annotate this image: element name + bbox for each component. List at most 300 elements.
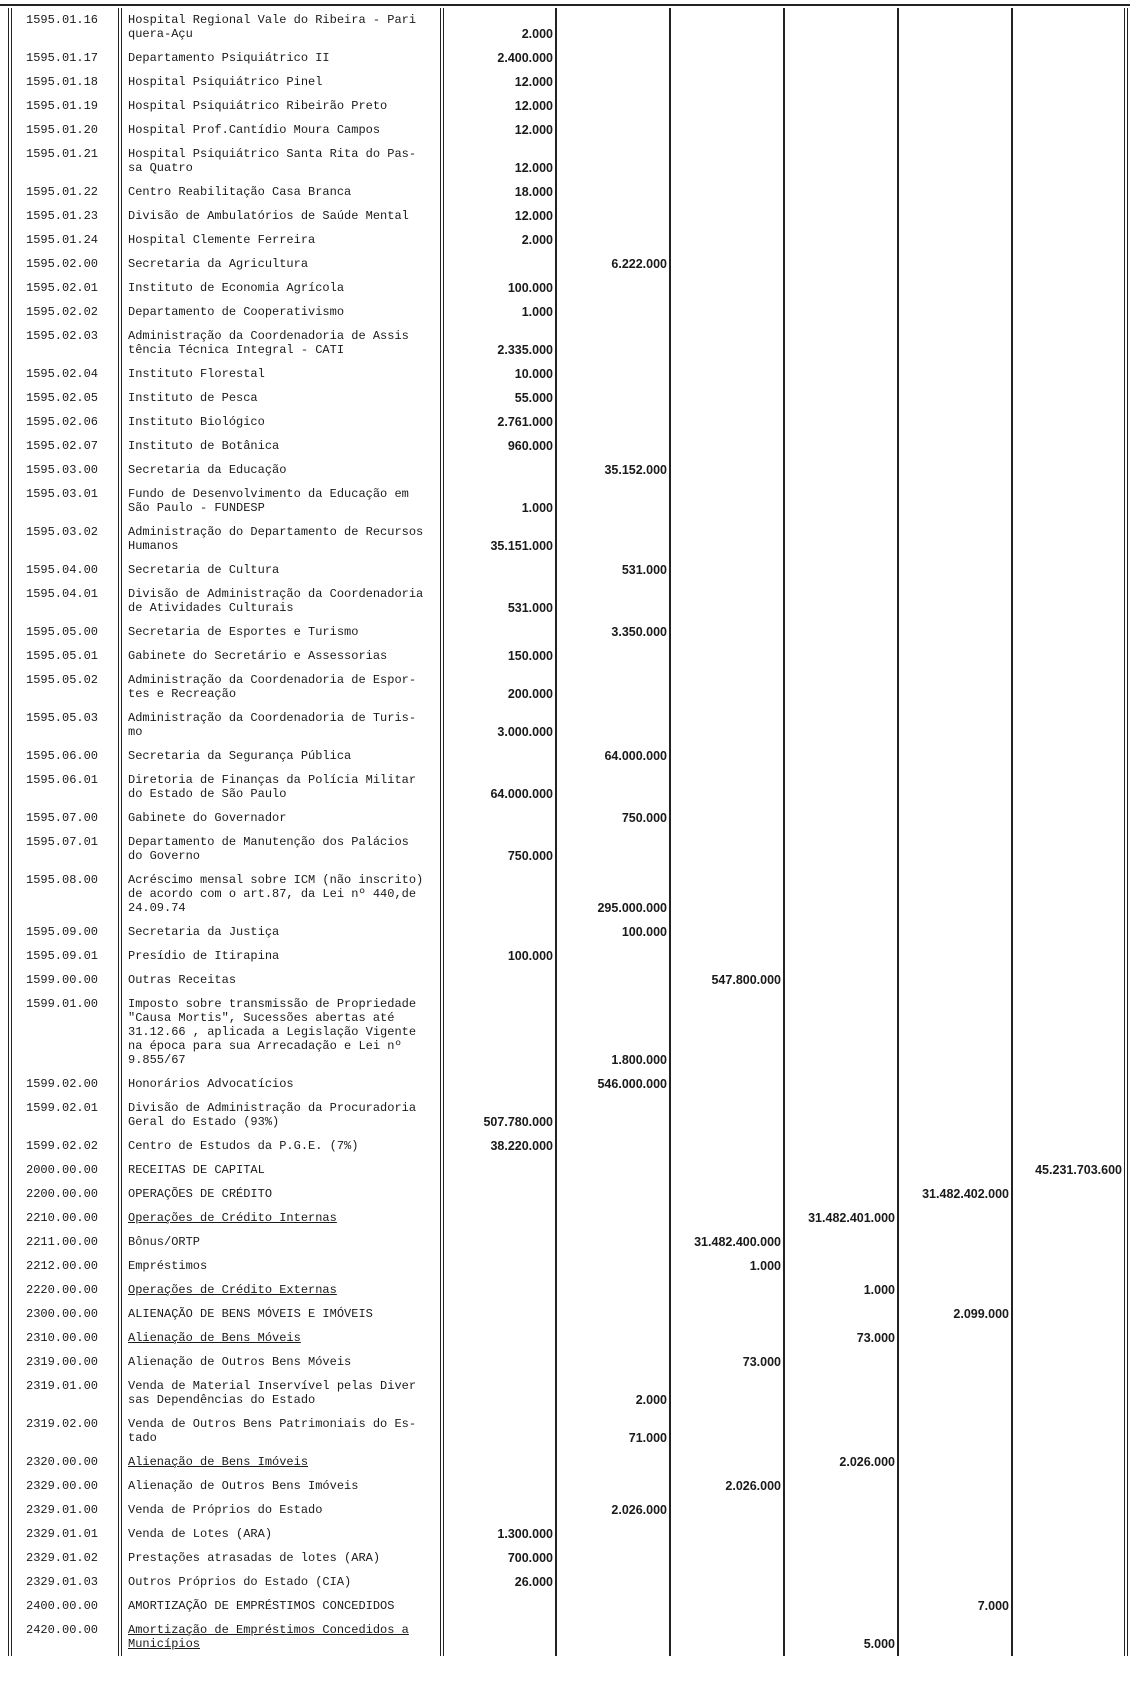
amount-cell-col-4 [784, 1474, 898, 1498]
account-description [120, 968, 442, 992]
description-text: Operações de Crédito Internas [128, 1211, 337, 1225]
amount-cell-col-6 [1012, 94, 1126, 118]
account-description [120, 300, 442, 324]
amount-cell-col-3 [670, 920, 784, 944]
amount-cell-col-5 [898, 992, 1012, 1072]
amount-cell-col-5 [898, 46, 1012, 70]
account-code: 1595.05.00 [10, 620, 120, 644]
amount-cell-col-5 [898, 1326, 1012, 1350]
account-description [120, 1206, 442, 1230]
amount-cell-col-4 [784, 582, 898, 620]
amount-cell-col-5 [898, 94, 1012, 118]
description-text: Secretaria de Esportes e Turismo [128, 625, 359, 639]
table-row [10, 46, 1126, 70]
description-text: Bônus/ORTP [128, 1235, 201, 1249]
account-description [120, 8, 442, 46]
account-code: 1599.02.00 [10, 1072, 120, 1096]
account-code: 2319.01.00 [10, 1374, 120, 1412]
amount-cell-col-3 [670, 228, 784, 252]
amount-cell-col-5 [898, 362, 1012, 386]
top-rule [0, 4, 1130, 6]
account-description [120, 1182, 442, 1206]
amount-cell-col-5 [898, 276, 1012, 300]
amount-cell-col-4 [784, 706, 898, 744]
amount-cell-col-2: 2.026.000 [556, 1498, 670, 1522]
description-text: Divisão de Ambulatórios de Saúde Mental [128, 209, 409, 223]
amount-cell-col-2 [556, 300, 670, 324]
amount-cell-col-2 [556, 1618, 670, 1656]
amount-cell-col-5 [898, 1474, 1012, 1498]
amount-cell-col-3 [670, 1374, 784, 1412]
amount-cell-col-4: 5.000 [784, 1618, 898, 1656]
amount-cell-col-5 [898, 410, 1012, 434]
amount-cell-col-3 [670, 1498, 784, 1522]
table-row [10, 806, 1126, 830]
table-row [10, 830, 1126, 868]
amount-cell-col-1 [442, 458, 556, 482]
amount-cell-col-4 [784, 1230, 898, 1254]
amount-cell-col-6 [1012, 324, 1126, 362]
amount-cell-col-2: 35.152.000 [556, 458, 670, 482]
description-text: Secretaria da Educação [128, 463, 287, 477]
amount-cell-col-2 [556, 830, 670, 868]
amount-cell-col-5 [898, 920, 1012, 944]
account-description [120, 142, 442, 180]
amount-cell-col-5 [898, 1350, 1012, 1374]
amount-cell-col-4 [784, 1522, 898, 1546]
amount-cell-col-1 [442, 920, 556, 944]
amount-cell-col-3 [670, 46, 784, 70]
amount-cell-col-1 [442, 1230, 556, 1254]
table-row [10, 1302, 1126, 1326]
account-code: 1595.06.01 [10, 768, 120, 806]
account-description [120, 1254, 442, 1278]
account-description [120, 362, 442, 386]
description-text: Hospital Prof.Cantídio Moura Campos [128, 123, 381, 137]
amount-cell-col-1: 2.761.000 [442, 410, 556, 434]
account-code: 1595.06.00 [10, 744, 120, 768]
account-description [120, 324, 442, 362]
amount-cell-col-6 [1012, 744, 1126, 768]
account-code: 1595.01.18 [10, 70, 120, 94]
amount-cell-col-5 [898, 1278, 1012, 1302]
amount-cell-col-5 [898, 1546, 1012, 1570]
amount-cell-col-6 [1012, 482, 1126, 520]
description-text: Alienação de Outros Bens Móveis [128, 1355, 352, 1369]
amount-cell-col-4 [784, 1302, 898, 1326]
amount-cell-col-1 [442, 744, 556, 768]
amount-cell-col-1 [442, 1450, 556, 1474]
amount-cell-col-3 [670, 582, 784, 620]
amount-cell-col-4 [784, 94, 898, 118]
amount-cell-col-5 [898, 1570, 1012, 1594]
amount-cell-col-3 [670, 8, 784, 46]
amount-cell-col-2: 3.350.000 [556, 620, 670, 644]
amount-cell-col-1 [442, 1278, 556, 1302]
description-text: Instituto de Economia Agrícola [128, 281, 345, 295]
amount-cell-col-3: 2.026.000 [670, 1474, 784, 1498]
amount-cell-col-1: 960.000 [442, 434, 556, 458]
description-text: Instituto de Pesca [128, 391, 258, 405]
account-code: 1595.05.01 [10, 644, 120, 668]
amount-cell-col-1 [442, 806, 556, 830]
amount-cell-col-1 [442, 1498, 556, 1522]
amount-cell-col-6 [1012, 644, 1126, 668]
amount-cell-col-3 [670, 1182, 784, 1206]
amount-cell-col-5 [898, 1412, 1012, 1450]
account-code: 1595.02.02 [10, 300, 120, 324]
account-description [120, 1594, 442, 1618]
amount-cell-col-1: 12.000 [442, 70, 556, 94]
amount-cell-col-1 [442, 868, 556, 920]
amount-cell-col-2 [556, 362, 670, 386]
account-code: 2329.01.01 [10, 1522, 120, 1546]
account-code: 1595.01.17 [10, 46, 120, 70]
table-row [10, 1522, 1126, 1546]
amount-cell-col-4 [784, 204, 898, 228]
table-row [10, 1594, 1126, 1618]
amount-cell-col-3 [670, 300, 784, 324]
account-code: 1595.02.06 [10, 410, 120, 434]
amount-cell-col-3 [670, 1618, 784, 1656]
amount-cell-col-3 [670, 944, 784, 968]
account-description [120, 1326, 442, 1350]
amount-cell-col-1: 35.151.000 [442, 520, 556, 558]
amount-cell-col-6 [1012, 1594, 1126, 1618]
amount-cell-col-3: 73.000 [670, 1350, 784, 1374]
amount-cell-col-1: 38.220.000 [442, 1134, 556, 1158]
amount-cell-col-5 [898, 204, 1012, 228]
description-text: Empréstimos [128, 1259, 208, 1273]
account-code: 2329.01.03 [10, 1570, 120, 1594]
amount-cell-col-2 [556, 944, 670, 968]
description-text: Secretaria da Agricultura [128, 257, 309, 271]
account-code: 1595.09.00 [10, 920, 120, 944]
amount-cell-col-3 [670, 204, 784, 228]
amount-cell-col-3 [670, 1134, 784, 1158]
account-code: 2310.00.00 [10, 1326, 120, 1350]
amount-cell-col-5 [898, 1134, 1012, 1158]
amount-cell-col-2 [556, 1134, 670, 1158]
table-row [10, 1498, 1126, 1522]
account-code: 1595.04.00 [10, 558, 120, 582]
amount-cell-col-2 [556, 142, 670, 180]
amount-cell-col-4 [784, 620, 898, 644]
amount-cell-col-1 [442, 1412, 556, 1450]
amount-cell-col-1: 26.000 [442, 1570, 556, 1594]
amount-cell-col-1: 100.000 [442, 944, 556, 968]
amount-cell-col-2 [556, 1230, 670, 1254]
amount-cell-col-3 [670, 1412, 784, 1450]
account-description [120, 204, 442, 228]
amount-cell-col-4 [784, 458, 898, 482]
amount-cell-col-2 [556, 8, 670, 46]
account-code: 1595.02.01 [10, 276, 120, 300]
amount-cell-col-4 [784, 1594, 898, 1618]
amount-cell-col-4 [784, 180, 898, 204]
amount-cell-col-1: 18.000 [442, 180, 556, 204]
amount-cell-col-4 [784, 8, 898, 46]
amount-cell-col-2: 750.000 [556, 806, 670, 830]
amount-cell-col-2 [556, 70, 670, 94]
description-text: Hospital Clemente Ferreira [128, 233, 316, 247]
amount-cell-col-6 [1012, 520, 1126, 558]
account-code: 1595.04.01 [10, 582, 120, 620]
amount-cell-col-1: 12.000 [442, 204, 556, 228]
amount-cell-col-2 [556, 482, 670, 520]
amount-cell-col-2 [556, 706, 670, 744]
amount-cell-col-3: 1.000 [670, 1254, 784, 1278]
amount-cell-col-2 [556, 668, 670, 706]
amount-cell-col-3 [670, 806, 784, 830]
amount-cell-col-2 [556, 1546, 670, 1570]
amount-cell-col-6 [1012, 1230, 1126, 1254]
amount-cell-col-3 [670, 324, 784, 362]
description-text: Administração da Coordenadoria de Turis- mo [128, 711, 417, 739]
amount-cell-col-5 [898, 1230, 1012, 1254]
amount-cell-col-6 [1012, 228, 1126, 252]
account-description [120, 252, 442, 276]
account-description [120, 1546, 442, 1570]
amount-cell-col-5 [898, 70, 1012, 94]
amount-cell-col-2 [556, 228, 670, 252]
amount-cell-col-5 [898, 1096, 1012, 1134]
description-text: ALIENAÇÃO DE BENS MÓVEIS E IMÓVEIS [128, 1307, 373, 1321]
amount-cell-col-4 [784, 324, 898, 362]
table-row [10, 1278, 1126, 1302]
table-row [10, 992, 1126, 1072]
amount-cell-col-3 [670, 520, 784, 558]
amount-cell-col-5: 2.099.000 [898, 1302, 1012, 1326]
amount-cell-col-4: 1.000 [784, 1278, 898, 1302]
amount-cell-col-6 [1012, 180, 1126, 204]
amount-cell-col-1 [442, 1350, 556, 1374]
table-row [10, 1326, 1126, 1350]
account-code: 1595.03.01 [10, 482, 120, 520]
amount-cell-col-1 [442, 558, 556, 582]
table-row [10, 434, 1126, 458]
amount-cell-col-4 [784, 228, 898, 252]
amount-cell-col-3 [670, 1302, 784, 1326]
account-description [120, 668, 442, 706]
amount-cell-col-5 [898, 706, 1012, 744]
amount-cell-col-2 [556, 324, 670, 362]
amount-cell-col-1: 150.000 [442, 644, 556, 668]
amount-cell-col-3 [670, 410, 784, 434]
amount-cell-col-4 [784, 1546, 898, 1570]
amount-cell-col-5 [898, 228, 1012, 252]
table-row [10, 1374, 1126, 1412]
amount-cell-col-2: 100.000 [556, 920, 670, 944]
amount-cell-col-6 [1012, 1302, 1126, 1326]
amount-cell-col-1: 700.000 [442, 1546, 556, 1570]
description-text: Acréscimo mensal sobre ICM (não inscrito) de acordo com o art.87, da Lei nº 440,de 24.09.74 [128, 873, 424, 915]
account-code: 1599.00.00 [10, 968, 120, 992]
amount-cell-col-6 [1012, 1350, 1126, 1374]
description-text: Departamento Psiquiátrico II [128, 51, 330, 65]
description-text: Centro de Estudos da P.G.E. (7%) [128, 1139, 359, 1153]
account-code: 1595.02.07 [10, 434, 120, 458]
amount-cell-col-2 [556, 386, 670, 410]
amount-cell-col-2: 531.000 [556, 558, 670, 582]
table-row [10, 276, 1126, 300]
description-text: Honorários Advocatícios [128, 1077, 294, 1091]
amount-cell-col-4 [784, 1412, 898, 1450]
amount-cell-col-2 [556, 1278, 670, 1302]
amount-cell-col-4 [784, 1072, 898, 1096]
amount-cell-col-5 [898, 434, 1012, 458]
table-row [10, 920, 1126, 944]
amount-cell-col-4 [784, 410, 898, 434]
amount-cell-col-4 [784, 276, 898, 300]
amount-cell-col-1: 2.335.000 [442, 324, 556, 362]
amount-cell-col-4 [784, 668, 898, 706]
amount-cell-col-2: 1.800.000 [556, 992, 670, 1072]
table-row [10, 1254, 1126, 1278]
table-row [10, 410, 1126, 434]
amount-cell-col-5 [898, 868, 1012, 920]
amount-cell-col-6 [1012, 410, 1126, 434]
account-code: 1599.01.00 [10, 992, 120, 1072]
amount-cell-col-4 [784, 1158, 898, 1182]
account-code: 1595.07.00 [10, 806, 120, 830]
amount-cell-col-2 [556, 1206, 670, 1230]
account-description [120, 458, 442, 482]
amount-cell-col-6 [1012, 1374, 1126, 1412]
amount-cell-col-3 [670, 1326, 784, 1350]
amount-cell-col-4 [784, 70, 898, 94]
amount-cell-col-2: 2.000 [556, 1374, 670, 1412]
amount-cell-col-6 [1012, 868, 1126, 920]
amount-cell-col-6 [1012, 706, 1126, 744]
amount-cell-col-6 [1012, 968, 1126, 992]
account-code: 2211.00.00 [10, 1230, 120, 1254]
amount-cell-col-4 [784, 868, 898, 920]
amount-cell-col-1: 64.000.000 [442, 768, 556, 806]
amount-cell-col-4 [784, 46, 898, 70]
account-description [120, 1096, 442, 1134]
description-text: Departamento de Cooperativismo [128, 305, 345, 319]
amount-cell-col-6 [1012, 300, 1126, 324]
amount-cell-col-4 [784, 300, 898, 324]
table-row [10, 582, 1126, 620]
amount-cell-col-6: 45.231.703.600 [1012, 1158, 1126, 1182]
description-text: Prestações atrasadas de lotes (ARA) [128, 1551, 381, 1565]
description-text: Secretaria de Cultura [128, 563, 280, 577]
account-description [120, 1278, 442, 1302]
account-code: 1599.02.01 [10, 1096, 120, 1134]
amount-cell-col-2 [556, 582, 670, 620]
table-row [10, 1474, 1126, 1498]
amount-cell-col-2 [556, 768, 670, 806]
account-code: 1595.02.04 [10, 362, 120, 386]
amount-cell-col-6 [1012, 204, 1126, 228]
amount-cell-col-4: 73.000 [784, 1326, 898, 1350]
amount-cell-col-2 [556, 1474, 670, 1498]
amount-cell-col-3 [670, 70, 784, 94]
table-row [10, 1546, 1126, 1570]
amount-cell-col-4 [784, 482, 898, 520]
amount-cell-col-1 [442, 1326, 556, 1350]
description-text: Alienação de Bens Imóveis [128, 1455, 309, 1469]
account-code: 1595.03.00 [10, 458, 120, 482]
amount-cell-col-6 [1012, 362, 1126, 386]
amount-cell-col-4 [784, 744, 898, 768]
description-text: Venda de Próprios do Estado [128, 1503, 323, 1517]
account-description [120, 1474, 442, 1498]
table-row [10, 8, 1126, 46]
amount-cell-col-2 [556, 1450, 670, 1474]
account-code: 2320.00.00 [10, 1450, 120, 1474]
amount-cell-col-5 [898, 1254, 1012, 1278]
amount-cell-col-3 [670, 252, 784, 276]
description-text: Venda de Lotes (ARA) [128, 1527, 273, 1541]
amount-cell-col-6 [1012, 70, 1126, 94]
amount-cell-col-1 [442, 968, 556, 992]
amount-cell-col-5 [898, 8, 1012, 46]
account-description [120, 434, 442, 458]
table-row [10, 228, 1126, 252]
amount-cell-col-3 [670, 1072, 784, 1096]
amount-cell-col-5 [898, 558, 1012, 582]
table-row [10, 558, 1126, 582]
amount-cell-col-3 [670, 830, 784, 868]
description-text: Gabinete do Secretário e Assessorias [128, 649, 388, 663]
account-description [120, 410, 442, 434]
table-row [10, 300, 1126, 324]
amount-cell-col-5 [898, 118, 1012, 142]
amount-cell-col-6 [1012, 1096, 1126, 1134]
amount-cell-col-5 [898, 768, 1012, 806]
amount-cell-col-2 [556, 1096, 670, 1134]
amount-cell-col-3 [670, 1450, 784, 1474]
description-text: Amortização de Empréstimos Concedidos a Municípios [128, 1623, 409, 1651]
amount-cell-col-1: 12.000 [442, 142, 556, 180]
amount-cell-col-5 [898, 1618, 1012, 1656]
table-row [10, 1350, 1126, 1374]
amount-cell-col-3: 547.800.000 [670, 968, 784, 992]
amount-cell-col-3 [670, 434, 784, 458]
amount-cell-col-1: 531.000 [442, 582, 556, 620]
amount-cell-col-5 [898, 520, 1012, 558]
amount-cell-col-3 [670, 1594, 784, 1618]
amount-cell-col-2: 295.000.000 [556, 868, 670, 920]
account-code: 1595.02.00 [10, 252, 120, 276]
amount-cell-col-1 [442, 1618, 556, 1656]
amount-cell-col-2 [556, 204, 670, 228]
account-description [120, 482, 442, 520]
budget-table [8, 8, 1128, 1656]
amount-cell-col-2: 546.000.000 [556, 1072, 670, 1096]
amount-cell-col-4 [784, 558, 898, 582]
account-description [120, 276, 442, 300]
amount-cell-col-1: 10.000 [442, 362, 556, 386]
amount-cell-col-3: 31.482.400.000 [670, 1230, 784, 1254]
table-row [10, 944, 1126, 968]
amount-cell-col-2 [556, 1182, 670, 1206]
amount-cell-col-5: 31.482.402.000 [898, 1182, 1012, 1206]
account-description [120, 768, 442, 806]
account-description [120, 228, 442, 252]
description-text: Administração da Coordenadoria de Assis tência Técnica Integral - CATI [128, 329, 409, 357]
description-text: Alienação de Outros Bens Imóveis [128, 1479, 359, 1493]
table-row [10, 362, 1126, 386]
amount-cell-col-3 [670, 386, 784, 410]
amount-cell-col-2 [556, 1158, 670, 1182]
amount-cell-col-4 [784, 1498, 898, 1522]
table-row [10, 520, 1126, 558]
account-code: 2329.00.00 [10, 1474, 120, 1498]
